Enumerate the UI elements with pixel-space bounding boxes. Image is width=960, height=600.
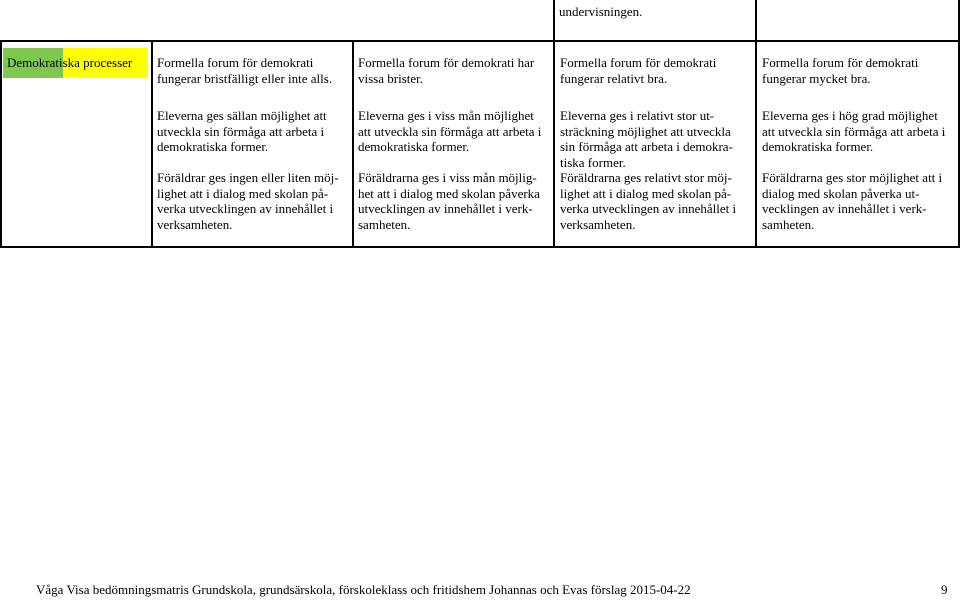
description-cell: Eleverna ges i relativt stor ut- sträckning möjlighet att utveckla sin förmåga att arbeta i demokra- tiska former. Föräldrarna ges relativt stor möj- lighet att i dialog med skolan på- verka utvecklingen av innehållet i verksamheten. <box>560 108 737 232</box>
top-cell-text: undervisningen. <box>559 4 643 19</box>
table-border <box>0 40 960 42</box>
page-number: 9 <box>941 582 948 597</box>
description-cell: Eleverna ges i viss mån möjlighet att utveckla sin förmåga att arbeta i demokratiska former. Föräldrarna ges i viss mån möjlig- het att i dialog med skolan påverka utvecklingen av innehållet i verk- samheten. <box>358 108 542 232</box>
table-border <box>352 40 354 248</box>
table-border <box>553 0 555 248</box>
criterion-cell: Formella forum för demokrati har vissa brister. <box>358 55 535 86</box>
description-cell: Eleverna ges i hög grad möjlighet att utveckla sin förmåga att arbeta i demokratiska former. Föräldrarna ges stor möjlighet att i dialog med skolan påverka ut- vecklingen av innehållet i verk- samheten. <box>762 108 946 232</box>
row-label: Demokratiska processer <box>7 55 133 70</box>
criterion-cell: Formella forum för demokrati fungerar relativt bra. <box>560 55 717 86</box>
table-border <box>151 40 153 248</box>
criterion-cell: Formella forum för demokrati fungerar bristfälligt eller inte alls. <box>157 55 333 86</box>
table-border <box>0 40 2 248</box>
criterion-cell: Formella forum för demokrati fungerar mycket bra. <box>762 55 919 86</box>
footer-text: Våga Visa bedömningsmatris Grundskola, grundsärskola, förskoleklass och fritidshem Johannas och Evas förslag 2015-04-22 <box>36 582 691 597</box>
assessment-table <box>0 0 960 248</box>
table-border <box>0 246 960 248</box>
table-border <box>755 0 757 248</box>
description-cell: Eleverna ges sällan möjlighet att utveckla sin förmåga att arbeta i demokratiska former. Föräldrar ges ingen eller liten möj- lighet att i dialog med skolan på- verka utvecklingen av innehållet i verksamheten. <box>157 108 339 232</box>
